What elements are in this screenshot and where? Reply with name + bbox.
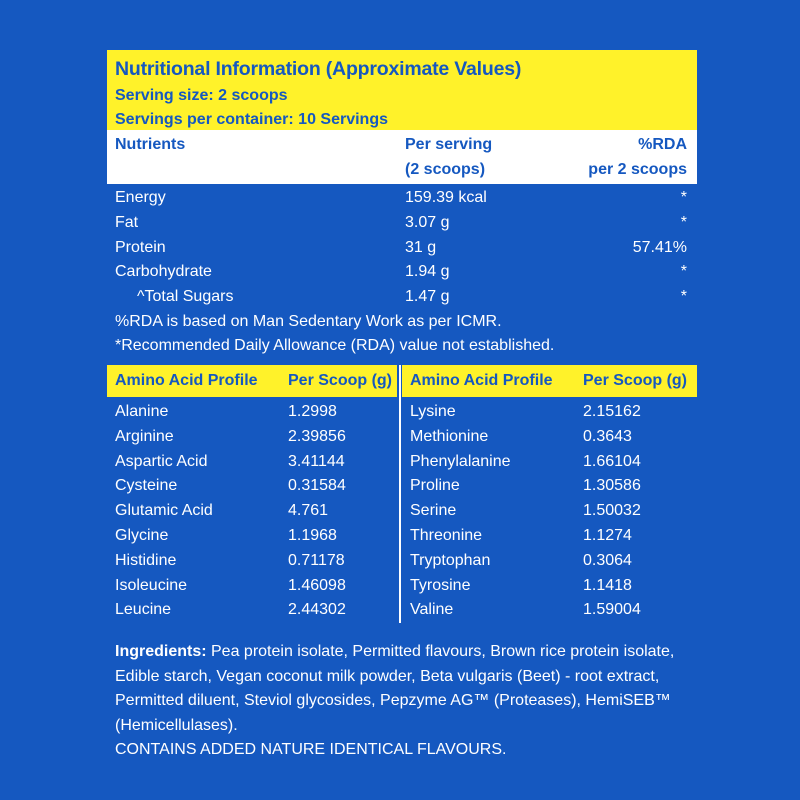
nutrient-value: 3.07 g xyxy=(405,213,450,231)
contains-statement: CONTAINS ADDED NATURE IDENTICAL FLAVOURS. xyxy=(115,741,507,759)
serving-size: Serving size: 2 scoops xyxy=(115,87,288,104)
nutrient-rda: * xyxy=(680,288,687,306)
table-row xyxy=(107,551,397,576)
amino-header-name: Amino Acid Profile xyxy=(115,372,258,389)
amino-header xyxy=(402,365,697,397)
servings-per-container: Servings per container: 10 Servings xyxy=(115,111,388,128)
amino-value: 1.59004 xyxy=(583,601,641,619)
ingredients-text: Pea protein isolate, Permitted flavours, Brown rice protein isolate, Edible starch, Vegan coconut milk powder, Beta vulgaris (Beet) - root extract, Permitted diluent, Steviol glycosides, Pepzyme AG™ (Proteases), HemiSEB™ (Hemicellulases). xyxy=(115,643,675,734)
table-row xyxy=(402,501,697,526)
table-row xyxy=(107,576,397,601)
table-row xyxy=(107,427,397,452)
nutrient-value: 1.94 g xyxy=(405,263,450,281)
table-row xyxy=(107,238,697,263)
nutrient-name: ^Total Sugars xyxy=(137,288,234,306)
amino-value: 1.46098 xyxy=(288,576,346,594)
table-row xyxy=(107,213,697,238)
amino-header-name: Amino Acid Profile xyxy=(410,372,553,389)
table-row xyxy=(402,476,697,501)
table-row xyxy=(107,262,697,287)
amino-header-value: Per Scoop (g) xyxy=(288,372,393,389)
amino-name: Aspartic Acid xyxy=(115,452,208,470)
nutrient-name: Fat xyxy=(115,213,139,231)
amino-value: 1.2998 xyxy=(288,403,337,420)
col-rda: %RDA xyxy=(638,136,687,153)
ingredients-label: Ingredients: xyxy=(115,643,207,660)
ingredients-section xyxy=(115,640,695,763)
amino-name: Threonine xyxy=(410,526,483,544)
nutrient-value: 1.47 g xyxy=(405,288,450,306)
nutrient-rda: * xyxy=(680,213,687,231)
amino-value: 0.31584 xyxy=(288,477,346,495)
nutrition-column-headers xyxy=(107,130,697,184)
amino-name: Glutamic Acid xyxy=(115,502,213,520)
nutrition-table xyxy=(107,188,697,312)
amino-value: 0.71178 xyxy=(288,551,345,569)
table-row xyxy=(402,551,697,576)
amino-name: Lysine xyxy=(410,403,456,420)
table-row xyxy=(107,526,397,551)
amino-name: Alanine xyxy=(115,403,169,420)
amino-value: 0.3643 xyxy=(583,427,632,445)
nutrient-rda: * xyxy=(680,263,687,281)
ingredients-paragraph xyxy=(115,640,695,738)
amino-value: 1.1968 xyxy=(288,526,337,544)
col-rda-sub: per 2 scoops xyxy=(588,161,687,178)
amino-name: Methionine xyxy=(410,427,489,445)
amino-name: Isoleucine xyxy=(115,576,188,594)
amino-name: Tryptophan xyxy=(410,551,491,569)
amino-name: Proline xyxy=(410,477,460,495)
table-row xyxy=(402,600,697,625)
table-row xyxy=(402,526,697,551)
nutrient-rda: 57.41% xyxy=(632,238,687,256)
amino-name: Cysteine xyxy=(115,477,178,495)
amino-name: Serine xyxy=(410,502,457,520)
amino-name: Histidine xyxy=(115,551,177,569)
table-row xyxy=(402,402,697,427)
amino-value: 1.30586 xyxy=(583,477,641,495)
amino-header-value: Per Scoop (g) xyxy=(583,372,688,389)
rda-note: %RDA is based on Man Sedentary Work as per ICMR. xyxy=(115,313,502,330)
amino-value: 1.1418 xyxy=(583,576,632,594)
amino-value: 2.39856 xyxy=(288,427,346,445)
nutrient-value: 159.39 kcal xyxy=(405,189,487,206)
amino-name: Tyrosine xyxy=(410,576,471,594)
nutrient-value: 31 g xyxy=(405,238,437,256)
table-row xyxy=(402,427,697,452)
amino-value: 1.1274 xyxy=(583,526,632,544)
nutrient-name: Protein xyxy=(115,238,166,256)
amino-name: Arginine xyxy=(115,427,174,445)
nutrition-title: Nutritional Information (Approximate Values) xyxy=(115,58,522,80)
table-row xyxy=(107,402,397,427)
nutrient-rda: * xyxy=(680,189,687,206)
amino-value: 2.15162 xyxy=(583,403,641,420)
amino-value: 3.41144 xyxy=(288,452,345,470)
table-row xyxy=(402,452,697,477)
col-per-serving: Per serving xyxy=(405,136,493,153)
amino-header xyxy=(107,365,397,397)
amino-value: 1.66104 xyxy=(583,452,641,470)
col-per-serving-sub: (2 scoops) xyxy=(405,161,486,178)
amino-value: 1.50032 xyxy=(583,502,641,520)
table-row xyxy=(107,287,697,312)
amino-name: Glycine xyxy=(115,526,169,544)
amino-name: Valine xyxy=(410,601,454,619)
table-row xyxy=(107,501,397,526)
nutrition-header xyxy=(107,50,697,184)
amino-value: 4.761 xyxy=(288,502,329,520)
amino-name: Phenylalanine xyxy=(410,452,511,470)
col-nutrients: Nutrients xyxy=(115,136,186,153)
table-row xyxy=(402,576,697,601)
table-row xyxy=(107,452,397,477)
table-divider xyxy=(399,365,401,623)
table-row xyxy=(107,476,397,501)
amino-value: 0.3064 xyxy=(583,551,632,569)
amino-value: 2.44302 xyxy=(288,601,346,619)
rda-footnote: *Recommended Daily Allowance (RDA) value not established. xyxy=(115,337,555,354)
amino-table-left xyxy=(107,365,397,623)
table-row xyxy=(107,600,397,625)
nutrient-name: Energy xyxy=(115,189,166,206)
amino-name: Leucine xyxy=(115,601,172,619)
table-row xyxy=(107,188,697,213)
amino-table-right xyxy=(402,365,697,623)
nutrient-name: Carbohydrate xyxy=(115,263,212,281)
